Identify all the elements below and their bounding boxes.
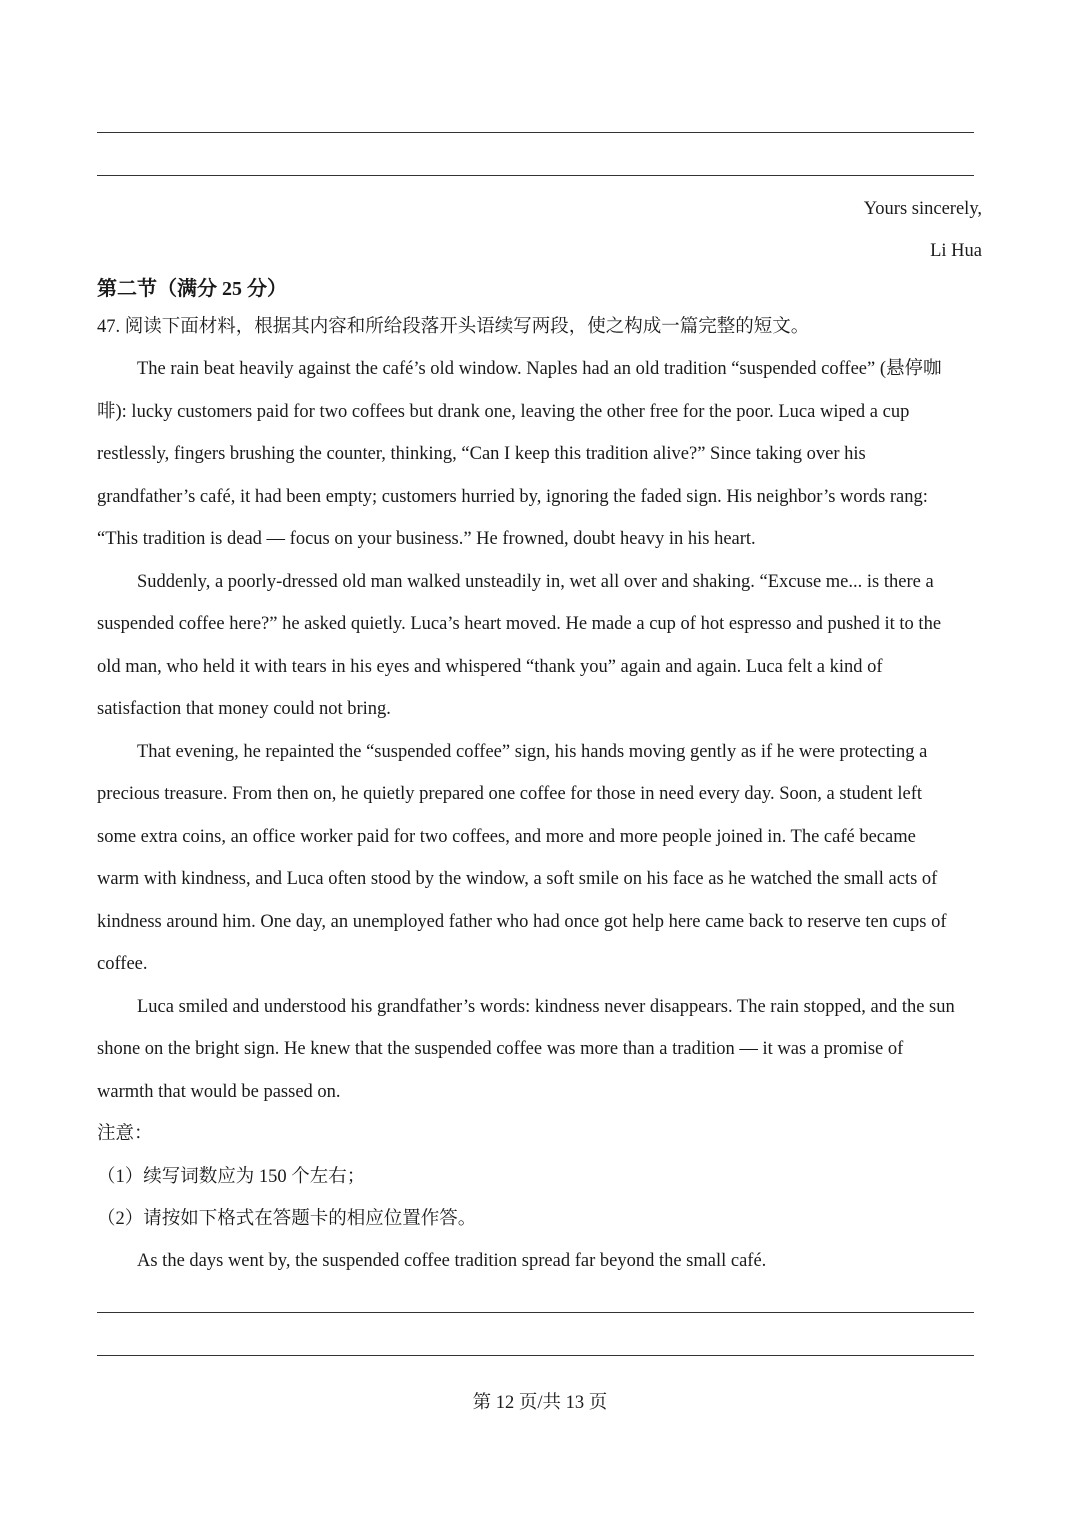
passage-line: Suddenly, a poorly-dressed old man walked unsteadily in, wet all over and shaking. “Excuse me... is there a — [137, 572, 934, 592]
passage-line: 啡): lucky customers paid for two coffees but drank one, leaving the other free for the poor. Luca wiped a cup — [97, 402, 910, 422]
passage-line: “This tradition is dead — focus on your business.” He frowned, doubt heavy in his heart. — [97, 529, 756, 549]
passage-line: kindness around him. One day, an unemployed father who had once got help here came back to reserve ten cups of — [97, 912, 947, 932]
passage-line: Luca smiled and understood his grandfather’s words: kindness never disappears. The rain stopped, and the sun — [137, 997, 955, 1017]
passage-line: restlessly, fingers brushing the counter, thinking, “Can I keep this tradition alive?” Since taking over his — [97, 444, 866, 464]
section-heading: 第二节（满分 25 分） — [97, 278, 287, 300]
passage-line: coffee. — [97, 954, 148, 974]
passage-line: That evening, he repainted the “suspended coffee” sign, his hands moving gently as if he were protecting a — [137, 742, 928, 762]
passage-line: warm with kindness, and Luca often stood by the window, a soft smile on his face as he watched the small acts of — [97, 869, 938, 889]
answer-line — [97, 1355, 974, 1356]
passage-line: precious treasure. From then on, he quietly prepared one coffee for those in need every day. Soon, a student left — [97, 784, 923, 804]
passage-line: The rain beat heavily against the café’s old window. Naples had an old tradition “suspended coffee” (悬停咖 — [137, 359, 942, 379]
passage-line: old man, who held it with tears in his eyes and whispered “thank you” again and again. Luca felt a kind of — [97, 657, 883, 677]
question-instruction: 47. 阅读下面材料，根据其内容和所给段落开头语续写两段，使之构成一篇完整的短文。 — [97, 317, 810, 337]
answer-line — [97, 132, 974, 133]
answer-line — [97, 175, 974, 176]
passage-line: warmth that would be passed on. — [97, 1082, 341, 1102]
continuation-starter: As the days went by, the suspended coffee tradition spread far beyond the small café. — [137, 1251, 767, 1271]
note-item: （2）请按如下格式在答题卡的相应位置作答。 — [97, 1209, 477, 1229]
passage-line: shone on the bright sign. He knew that the suspended coffee was more than a tradition — it was a promise of — [97, 1039, 904, 1059]
notes-title: 注意： — [97, 1124, 153, 1144]
passage-line: satisfaction that money could not bring. — [97, 699, 391, 719]
passage-line: grandfather’s café, it had been empty; customers hurried by, ignoring the faded sign. His neighbor’s words rang: — [97, 487, 928, 507]
passage-line: some extra coins, an office worker paid for two coffees, and more and more people joined in. The café became — [97, 827, 916, 847]
letter-salutation: Yours sincerely, — [863, 199, 982, 219]
passage-line: suspended coffee here?” he asked quietly. Luca’s heart moved. He made a cup of hot espresso and pushed it to the — [97, 614, 942, 634]
page-number: 第 12 页/共 13 页 — [472, 1393, 608, 1413]
letter-signature: Li Hua — [930, 241, 982, 261]
note-item: （1）续写词数应为 150 个左右； — [97, 1167, 366, 1187]
answer-line — [97, 1312, 974, 1313]
